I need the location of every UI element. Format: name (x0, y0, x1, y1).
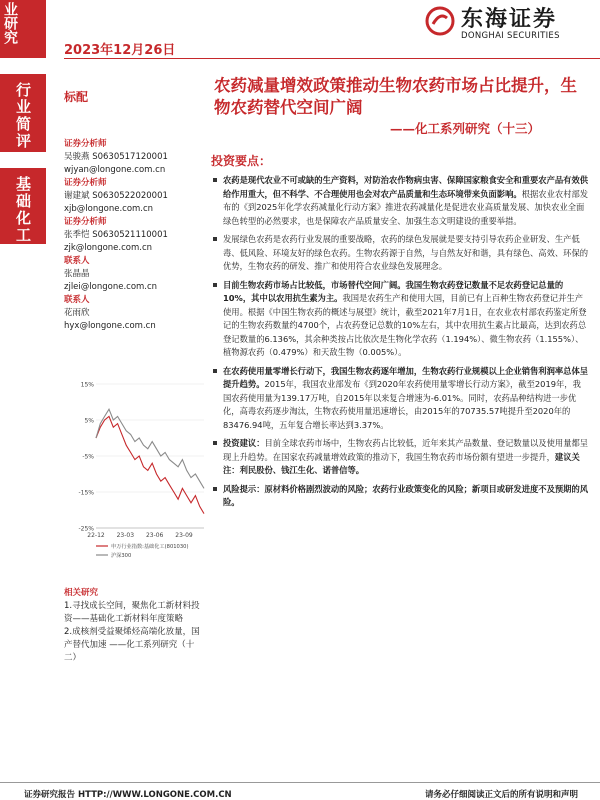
logo-english-name: DONGHAI SECURITIES (461, 31, 560, 41)
point-paragraph (211, 365, 589, 433)
report-title: 农药减量增效政策推动生物农药市场占比提升，生物农药替代空间广阔 (214, 76, 577, 117)
related-research-list (64, 600, 204, 665)
side-bar (0, 0, 46, 800)
investment-highlights-heading: 投资要点： (211, 154, 272, 168)
point-paragraph (211, 279, 589, 360)
y-tick-label: -15% (78, 489, 94, 497)
contact-entry (64, 255, 199, 294)
side-category-tab (0, 0, 46, 58)
x-tick-label: 23-03 (116, 532, 135, 539)
y-tick-label: 5% (84, 417, 94, 425)
related-research-title: 相关研究 (64, 588, 99, 598)
point-body-text: 根据农业农村部发布的《到2025年化学农药减量化行动方案》推进农药减量化是促进农业高质量发展、加快农业全面绿色转型的必然要求，也是保障农产品质量安全、加强生态文明建设的重要举措。 (223, 188, 589, 226)
chart-svg (72, 378, 207, 578)
x-tick-label: 23-09 (175, 532, 193, 539)
point-paragraph (211, 437, 589, 478)
point-body-text: 我国是农药生产和使用大国，目前已有上百种生物农药登记并生产使用。根据《中国生物农药的概述与展望》统计，截至2021年7月1日，在农业农村部农药鉴定所登记的生物农药数量约4700个，占农药登记总数的10%左右，其中农用抗生素占比最高，达到农药总登记数量的6.136%，其余种类按占比依次是生物化学农药（1.194%）、微生物农药（1.155%）、植物源农药（0.479%）和天敌生物（0.005%）。 (223, 293, 587, 357)
point-body-text: 目前全球农药市场中，生物农药占比较低，近年来其产品数量、登记数量以及使用量都呈现上升趋势。在国家农药减量增效政策的推动下，我国生物农药市场份额有望进一步提升， (223, 438, 589, 462)
header-divider (64, 58, 600, 59)
point-body-text: 发展绿色农药是农药行业发展的重要战略，农药的绿色发展就是要支持引导农药企业研发、生产低毒、低风险、环境友好的绿色农药。生物农药源于自然，与自然友好和谐，具有绿色、高效、环保的优势，生物农药的研发、推广和使用符合农业绿色发展理念。 (223, 234, 589, 271)
footer-disclaimer: 请务必仔细阅读正文后的所有说明和声明 (424, 790, 578, 800)
point-bold-text: 投资建议： (223, 438, 265, 448)
analyst-name-id: 吴骏燕 S0630517120001 (64, 152, 168, 162)
legend-label: 申万行业指数:基础化工(801030) (111, 544, 189, 550)
industry-tab (0, 168, 46, 244)
index-performance-chart (72, 378, 207, 568)
contact-entry (64, 294, 199, 333)
analyst-name-id: 张季恺 S0630521110001 (64, 230, 168, 240)
related-research-item[interactable]: 1.寻找成长空间，聚焦化工新材料投资——基础化工新材料年度策略 (64, 601, 200, 624)
analyst-role: 证券分析师 (64, 217, 107, 227)
contact-name: 张晶晶 (64, 269, 90, 279)
point-recommendation-text: 建议关注：利民股份、钱江生化、诺普信等。 (223, 451, 580, 475)
point-bold-text: 农药是现代农业不可或缺的生产资料，对防治农作物病虫害、保障国家粮食安全和重要农产品有效供给作用重大，但不科学、不合理使用也会对农产品质量和生态环境带来负面影响。 (223, 175, 589, 199)
point-paragraph (211, 233, 589, 274)
y-tick-label: 15% (80, 381, 94, 389)
legend-label: 沪深300 (111, 553, 132, 559)
related-research-item[interactable]: 2.成核剂受益聚烯烃高端化放量，国产替代加速 ——化工系列研究（十二） (64, 627, 200, 663)
logo-mark-icon (425, 6, 455, 36)
analyst-name-id: 谢建斌 S0630522020001 (64, 191, 168, 201)
footer-divider (0, 782, 600, 783)
point-bold-text: 风险提示：原材料价格剧烈波动的风险；农药行业政策变化的风险；新项目或研发进度不及预期的风险。 (223, 483, 589, 507)
industry-rating: 标配 (64, 90, 89, 104)
analyst-list (64, 138, 199, 333)
point-bold-text: 目前生物农药市场占比较低，市场替代空间广阔。我国生物农药登记数量不足农药登记总量的10%，其中以农用抗生素为主。 (223, 279, 564, 303)
company-logo (425, 2, 595, 50)
analyst-email[interactable]: xjb@longone.com.cn (64, 204, 154, 214)
side-category-label: 业研究 (2, 2, 18, 44)
analyst-email[interactable]: zjk@longone.com.cn (64, 243, 153, 253)
x-tick-label: 22-12 (87, 532, 105, 539)
investment-points (211, 174, 589, 515)
contact-email[interactable]: zjlei@longone.com.cn (64, 282, 158, 292)
analyst-role: 证券分析师 (64, 139, 107, 149)
analyst-email[interactable]: wjyan@longone.com.cn (64, 165, 166, 175)
point-bold-text: 在农药使用量零增长行动下，我国生物农药逐年增加，生物农药行业规模以上企业销售利润率总体呈提升趋势。 (223, 365, 589, 389)
report-date: 2023年12月26日 (64, 43, 176, 58)
analyst-role: 证券分析师 (64, 178, 107, 188)
report-type-label: 行业简评 (14, 82, 32, 150)
series-line (96, 416, 204, 513)
contact-role: 联系人 (64, 256, 90, 266)
x-tick-label: 23-06 (145, 532, 164, 539)
contact-email[interactable]: hyx@longone.com.cn (64, 321, 156, 331)
report-type-tab (0, 74, 46, 152)
analyst-entry (64, 177, 199, 216)
y-tick-label: -5% (82, 453, 94, 461)
point-paragraph (211, 483, 589, 510)
y-tick-label: -25% (78, 525, 94, 533)
point-paragraph (211, 174, 589, 228)
series-line (96, 409, 204, 488)
report-subtitle: ——化工系列研究（十三） (390, 121, 541, 136)
analyst-entry (64, 216, 199, 255)
footer-website[interactable]: 证券研究报告 HTTP://WWW.LONGONE.COM.CN (24, 790, 232, 800)
contact-name: 花雨欣 (64, 308, 90, 318)
point-body-text: 2015年，我国农业部发布《到2020年农药使用量零增长行动方案》，截至2019年，我国农药使用量为139.17万吨，自2015年以来复合增速为-6.01%。同时，农药品种结构进一步优化，高毒农药逐步淘汰，生物农药使用量迅速增长，由2015年的70735.57吨提升至2020年的83476.94吨，五年复合增长率达到3.37%。 (223, 379, 581, 430)
contact-role: 联系人 (64, 295, 90, 305)
industry-label: 基础化工 (14, 176, 32, 244)
analyst-entry (64, 138, 199, 177)
logo-chinese-name: 东海证券 (461, 7, 558, 32)
